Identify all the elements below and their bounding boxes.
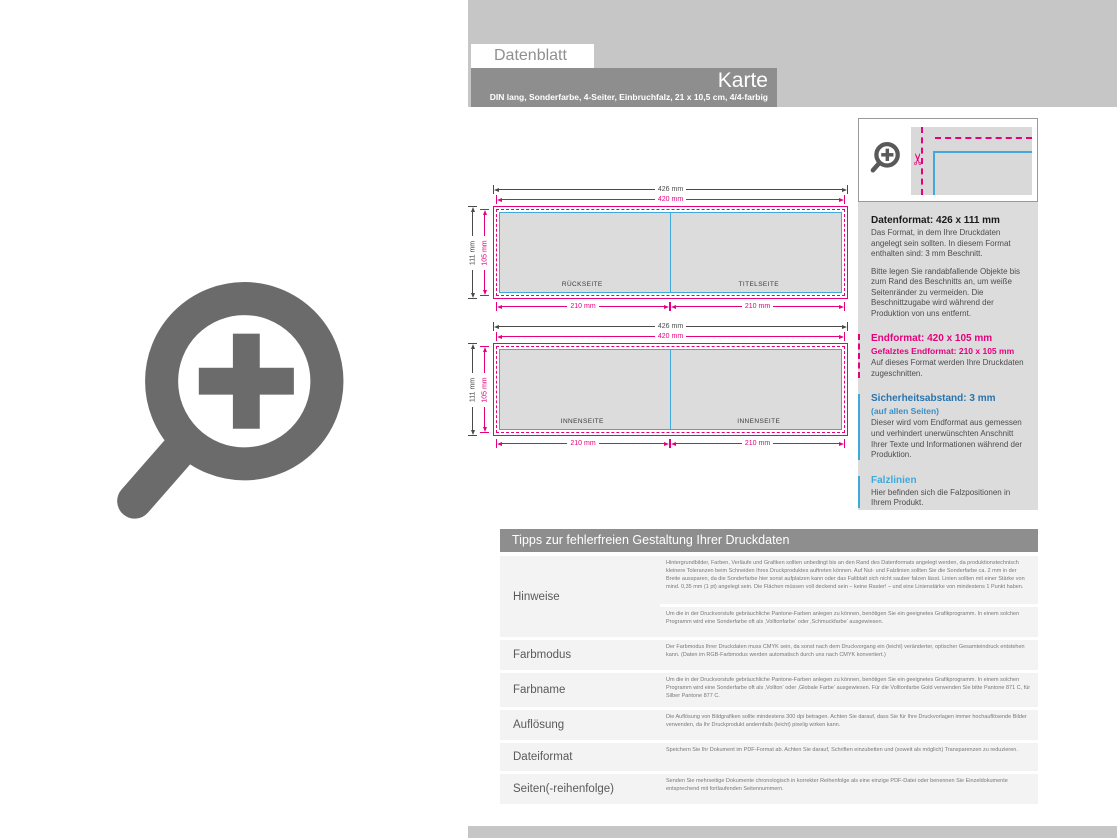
row-content bbox=[660, 743, 1038, 771]
row-content bbox=[660, 710, 1038, 740]
card-bleed-box bbox=[493, 343, 848, 436]
section-sicherheitsabstand bbox=[871, 393, 1030, 460]
dim-label: 426 mm bbox=[657, 186, 684, 193]
panel-label-left: INNENSEITE bbox=[560, 418, 604, 425]
corner-detail-preview bbox=[911, 127, 1032, 195]
safe-line-indicator bbox=[858, 394, 860, 459]
section-heading: Sicherheitsabstand: 3 mm bbox=[871, 393, 996, 405]
row-content bbox=[660, 774, 1038, 804]
panel-label-right: TITELSEITE bbox=[738, 281, 779, 288]
dim-label: 111 mm bbox=[469, 240, 476, 265]
zoom-plus-icon bbox=[112, 280, 360, 532]
row-paragraph: Hintergrundbilder, Farben, Verläufe und Grafiken sollten unbedingt bis an den Rand des Datenformats angelegt werden, da produktionstechnisch kleinere Toleranzen beim Schneiden Ihres Druckproduktes auftreten können. Auf Nut- und Falzlinien sollten Sie die Sonderfarbe ca. 2 mm in der Breite aussparen, da die Sonderfarbe hier sonst aufplatzen kann oder das Faltblatt sich nicht sauber falzen lässt. Linien sollten mit einer Stärke von mind. 0,35 mm (1 pt) angelegt sein. Die Flächen müssen voll deckend sein – keine Raster! – und eine Linienstärke von mindestens 1 Punkt haben. bbox=[660, 556, 1038, 604]
dimension-width-outer bbox=[493, 185, 848, 194]
datenblatt-label: Datenblatt bbox=[494, 47, 567, 64]
row-label: Farbname bbox=[500, 673, 660, 707]
table-row bbox=[500, 710, 1038, 740]
row-content bbox=[660, 556, 1038, 637]
dimension-height-inner bbox=[480, 209, 489, 296]
table-row bbox=[500, 640, 1038, 670]
tips-table bbox=[500, 556, 1038, 804]
dimension-half-right bbox=[670, 302, 845, 311]
page-title: Karte bbox=[717, 69, 768, 92]
dim-label: 105 mm bbox=[481, 239, 488, 266]
card-bleed-box bbox=[493, 206, 848, 299]
dimension-width-inner bbox=[496, 332, 845, 341]
dimension-height-inner bbox=[480, 346, 489, 433]
dim-label: 210 mm bbox=[570, 303, 596, 310]
datenblatt-tab bbox=[471, 44, 594, 68]
panel-label-right: INNENSEITE bbox=[737, 418, 781, 425]
row-paragraph: Speichern Sie Ihr Dokument im PDF-Format ab. Achten Sie darauf, Schriften einzubetten und (soweit als möglich) Transparenzen zu reduzieren. bbox=[660, 743, 1038, 771]
section-paragraph: Hier befinden sich die Falzpositionen in Ihrem Produkt. bbox=[871, 487, 1011, 508]
zoom-plus-icon bbox=[870, 139, 902, 177]
diagram-outside bbox=[460, 185, 860, 315]
dimension-half-left bbox=[496, 302, 670, 311]
dim-label: 105 mm bbox=[481, 376, 488, 403]
product-title-bar bbox=[471, 68, 777, 107]
table-row bbox=[500, 673, 1038, 707]
row-label: Hinweise bbox=[500, 556, 660, 637]
cut-line-horizontal bbox=[935, 137, 1032, 139]
section-heading: Falzlinien bbox=[871, 474, 917, 486]
dimension-width-outer bbox=[493, 322, 848, 331]
section-paragraph: Dieser wird vom Endformat aus gemessen und verhindert unerwünschten Anschnitt Ihrer Texte und Informationen während der Produktion. bbox=[871, 418, 1023, 460]
section-subheading: (auf allen Seiten) bbox=[871, 406, 940, 417]
row-label: Farbmodus bbox=[500, 640, 660, 670]
dim-label: 210 mm bbox=[744, 440, 771, 447]
section-heading: Endformat: 420 x 105 mm bbox=[871, 333, 993, 345]
fold-line-indicator bbox=[858, 476, 860, 508]
dim-label: 210 mm bbox=[744, 303, 771, 310]
row-paragraph: Der Farbmodus Ihrer Druckdaten muss CMYK sein, da sonst nach dem Druckvorgang ein (leicht) veränderter, optischer Gesamteindruck entstehen kann. (Daten im RGB-Farbmodus werden automatisch durch uns nach CMYK konvertiert.) bbox=[660, 640, 1038, 670]
diagram-inside bbox=[460, 322, 860, 452]
section-datenformat bbox=[871, 215, 1030, 319]
section-subheading: Gefalztes Endformat: 210 x 105 mm bbox=[871, 346, 1015, 357]
row-paragraph: Die Auflösung von Bildgrafiken sollte mindestens 300 dpi betragen. Achten Sie darauf, dass Sie für Ihre Druckvorlagen immer hochauflösende Bilder verwenden, da Ihr Druckprodukt andernfalls (leicht) pixelig wirken kann. bbox=[660, 710, 1038, 740]
dim-label: 420 mm bbox=[657, 196, 684, 203]
row-label: Auflösung bbox=[500, 710, 660, 740]
panel-label-left: RÜCKSEITE bbox=[561, 281, 603, 288]
row-paragraph: Um die in der Druckvorstufe gebräuchliche Pantone-Farben anlegen zu können, benötigen Sie ein geeignetes Grafikprogramm. In einem solchen Programm wird eine Sonderfarbe oft als ‚Vollton‘ oder ‚Globale Farbe‘ ausgewiesen. Für die Volltonfarbe Gold verwenden Sie bitte Pantone 871 C, für Silber Pantone 877 C. bbox=[660, 673, 1038, 707]
row-paragraph: Senden Sie mehrseitige Dokumente chronologisch in korrekter Reihenfolge als eine einzige PDF-Datei oder benennen Sie Einzeldokumente entsprechend mit fortlaufenden Seitennummern. bbox=[660, 774, 1038, 804]
cut-line-indicator bbox=[858, 334, 860, 378]
row-paragraph: Um die in der Druckvorstufe gebräuchliche Pantone-Farben anlegen zu können, benötigen Sie ein geeignetes Grafikprogramm. In einem solchen Programm wird eine Sonderfarbe oft als ‚Volltonfarbe‘ oder ‚Schmuckfarbe‘ ausgewiesen. bbox=[660, 607, 1038, 637]
section-paragraph: Bitte legen Sie randabfallende Objekte bis zum Rand des Beschnitts an, um weiße Seitenränder zu vermeiden. Die Beschnittzugabe wird während der Produktion von uns entfernt. bbox=[871, 266, 1020, 318]
format-info-sidebar bbox=[858, 118, 1038, 510]
product-subtitle: DIN lang, Sonderfarbe, 4-Seiter, Einbruchfalz, 21 x 10,5 cm, 4/4-farbig bbox=[489, 92, 768, 102]
scissors-icon: ✂ bbox=[911, 152, 928, 166]
row-label: Dateiformat bbox=[500, 743, 660, 771]
section-heading: Datenformat: 426 x 111 mm bbox=[871, 215, 1000, 226]
dim-label: 426 mm bbox=[657, 323, 684, 330]
table-row bbox=[500, 774, 1038, 804]
dimension-height-outer bbox=[468, 343, 477, 436]
dimension-width-inner bbox=[496, 195, 845, 204]
safe-line-horizontal bbox=[933, 151, 1032, 153]
dim-label: 210 mm bbox=[570, 440, 596, 447]
section-endformat bbox=[871, 333, 1030, 379]
table-row bbox=[500, 556, 1038, 637]
dim-label: 420 mm bbox=[657, 333, 684, 340]
section-paragraph: Das Format, in dem Ihre Druckdaten angelegt sein sollten. In diesem Format enthalten sind: 3 mm Beschnitt. bbox=[871, 228, 1011, 259]
dimension-half-right bbox=[670, 439, 845, 448]
row-content bbox=[660, 640, 1038, 670]
safe-line-vertical bbox=[933, 151, 935, 195]
tips-header: Tipps zur fehlerfreien Gestaltung Ihrer Druckdaten bbox=[500, 529, 1038, 552]
row-content bbox=[660, 673, 1038, 707]
format-info-text bbox=[858, 202, 1038, 510]
dimension-height-outer bbox=[468, 206, 477, 299]
section-falzlinien bbox=[871, 475, 1030, 509]
dimension-half-left bbox=[496, 439, 670, 448]
row-label: Seiten(-reihenfolge) bbox=[500, 774, 660, 804]
dim-label: 111 mm bbox=[469, 377, 476, 402]
zoom-detail-box bbox=[858, 118, 1038, 202]
bottom-strip bbox=[468, 826, 1117, 838]
section-paragraph: Auf dieses Format werden Ihre Druckdaten zugeschnitten. bbox=[871, 358, 1024, 378]
table-row bbox=[500, 743, 1038, 771]
